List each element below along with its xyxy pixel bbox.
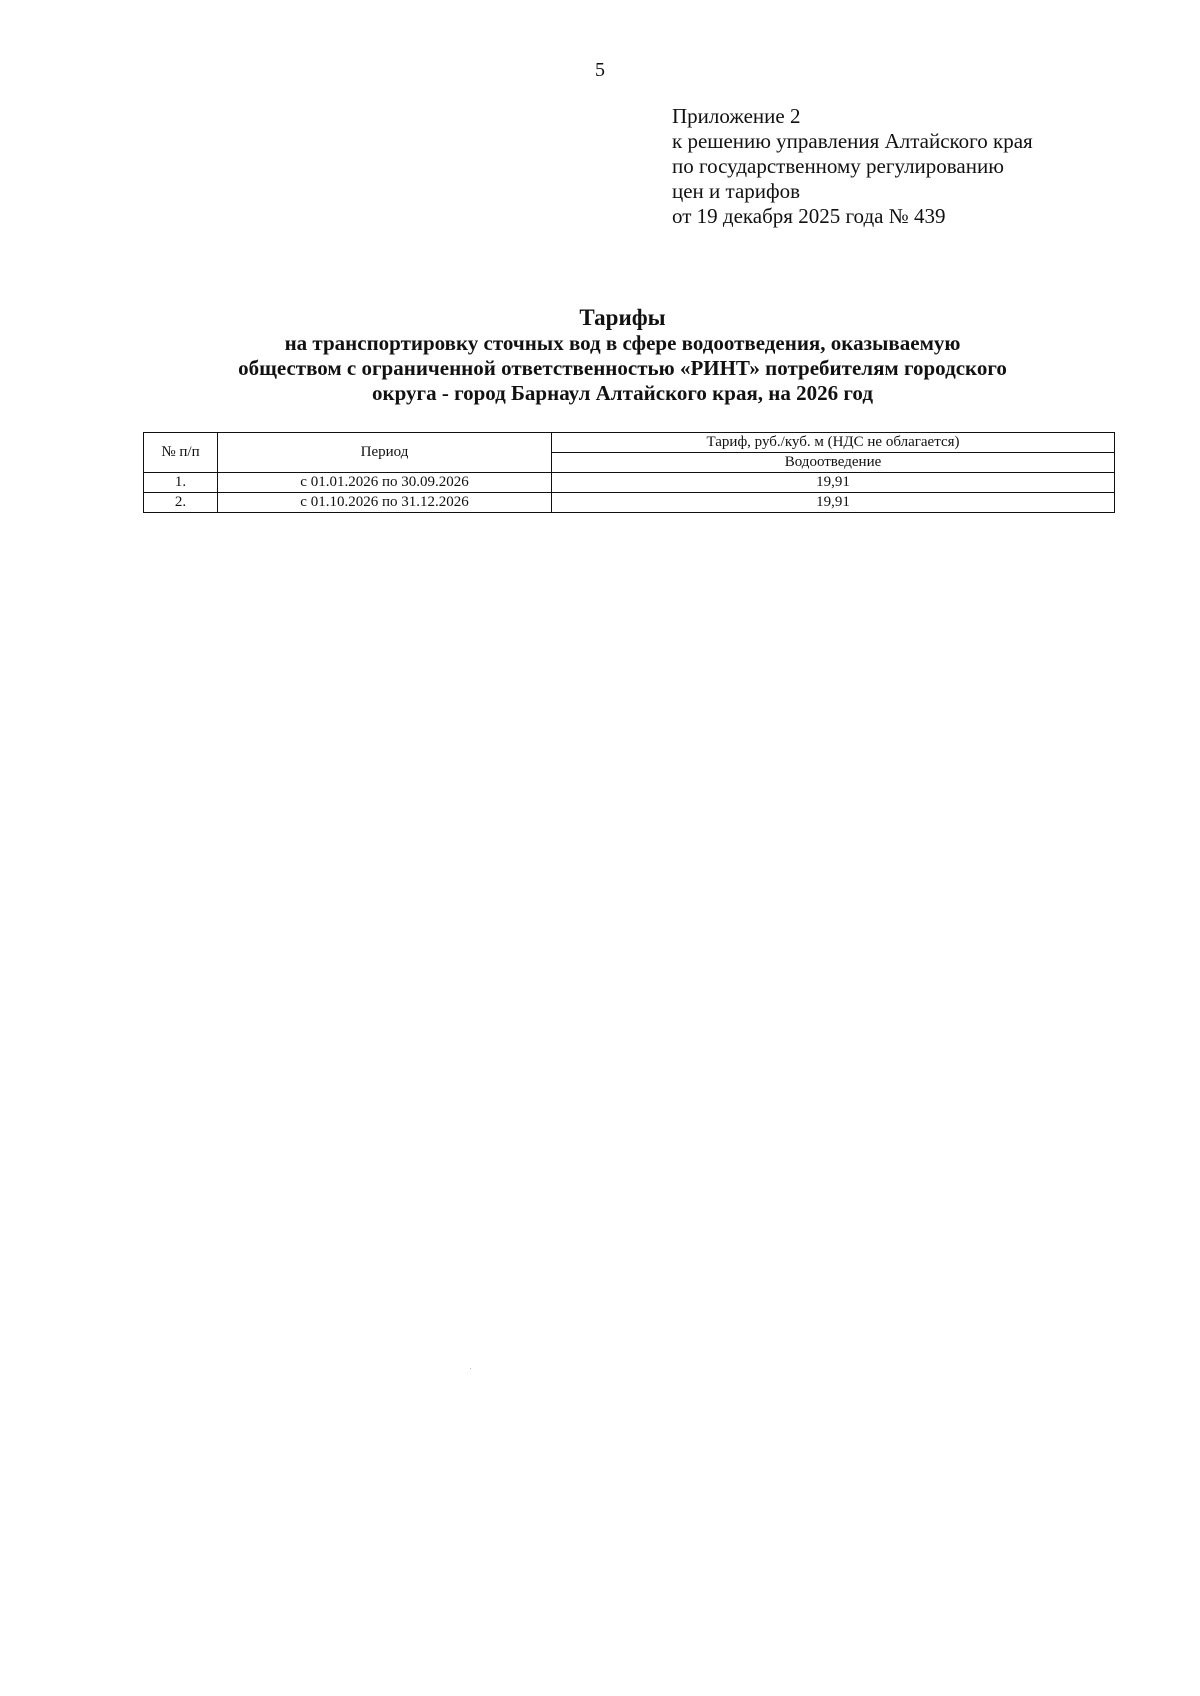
header-period: Период bbox=[218, 433, 552, 473]
table-header-row bbox=[144, 433, 1115, 453]
row-period: с 01.01.2026 по 30.09.2026 bbox=[218, 473, 552, 493]
appendix-line: цен и тарифов bbox=[672, 179, 801, 203]
document-title bbox=[130, 304, 1115, 406]
title-subtitle-line: обществом с ограниченной ответственностью «РИНТ» потребителям городского bbox=[238, 356, 1007, 380]
row-value: 19,91 bbox=[552, 473, 1115, 493]
row-value: 19,91 bbox=[552, 493, 1115, 513]
header-tariff: Тариф, руб./куб. м (НДС не облагается) bbox=[552, 433, 1115, 453]
table-row bbox=[144, 493, 1115, 513]
appendix-line: Приложение 2 bbox=[672, 104, 801, 128]
table-row bbox=[144, 473, 1115, 493]
header-service: Водоотведение bbox=[552, 453, 1115, 473]
scan-speck bbox=[470, 1368, 471, 1369]
row-num: 1. bbox=[144, 473, 218, 493]
tariff-table bbox=[143, 432, 1115, 513]
header-num: № п/п bbox=[144, 433, 218, 473]
title-subtitle-line: округа - город Барнаул Алтайского края, на 2026 год bbox=[372, 381, 873, 405]
title-heading: Тарифы bbox=[579, 305, 666, 330]
appendix-line: от 19 декабря 2025 года № 439 bbox=[672, 204, 946, 228]
row-num: 2. bbox=[144, 493, 218, 513]
appendix-line: по государственному регулированию bbox=[672, 154, 1004, 178]
title-subtitle-line: на транспортировку сточных вод в сфере водоотведения, оказываемую bbox=[284, 331, 961, 355]
appendix-line: к решению управления Алтайского края bbox=[672, 129, 1033, 153]
appendix-header bbox=[672, 104, 1152, 229]
page-number: 5 bbox=[595, 59, 605, 81]
row-period: с 01.10.2026 по 31.12.2026 bbox=[218, 493, 552, 513]
